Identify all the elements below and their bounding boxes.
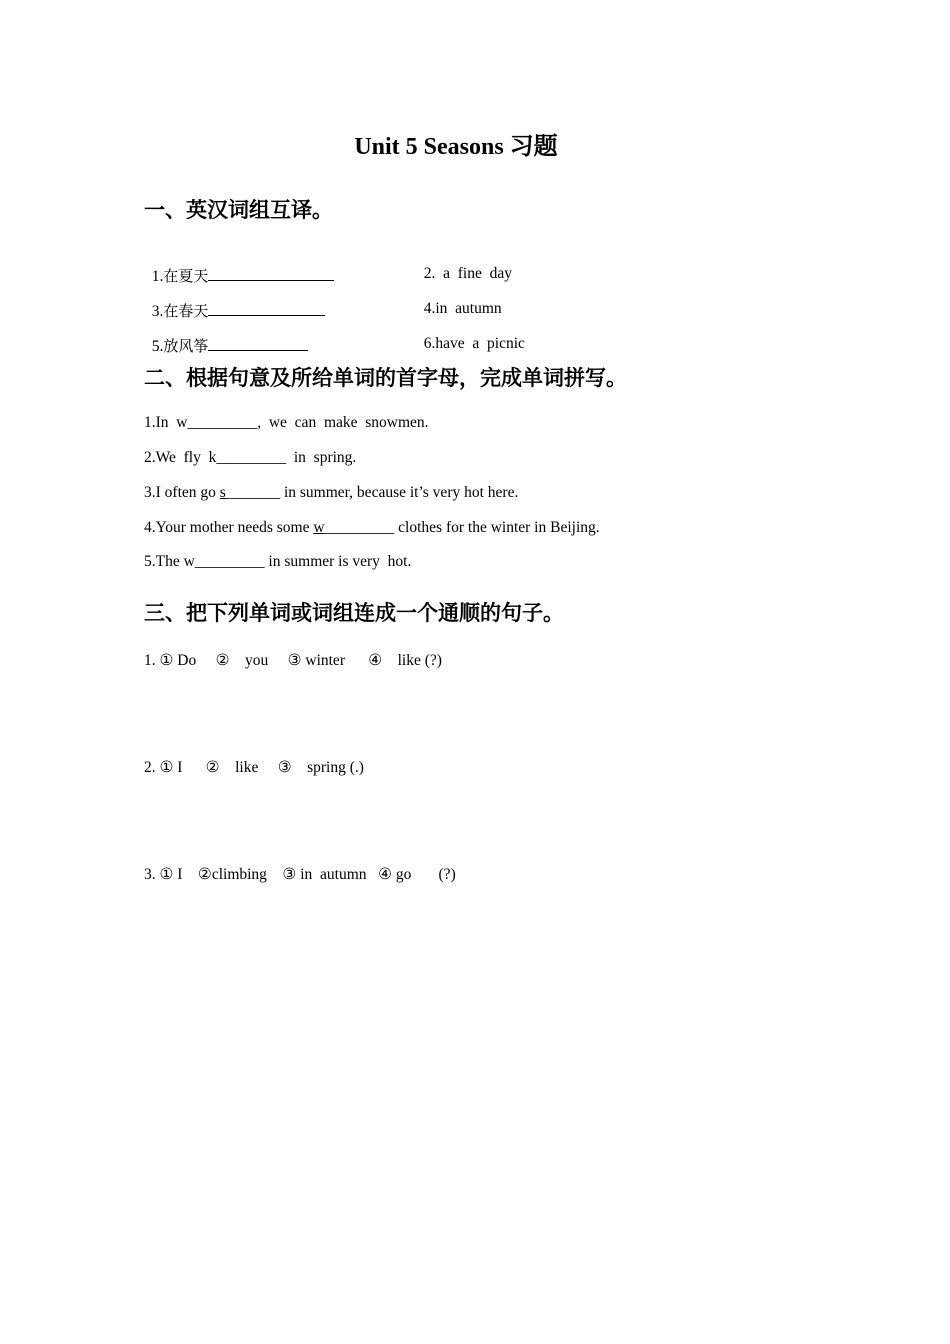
answer-blank[interactable] bbox=[208, 266, 334, 281]
answer-blank[interactable]: _________ bbox=[187, 414, 258, 431]
translate-item-6: 6.have a picnic bbox=[423, 335, 525, 352]
answer-blank[interactable] bbox=[208, 301, 325, 316]
answer-blank[interactable]: _______ bbox=[225, 484, 281, 501]
sentence-item-2: 2. ① I ② like ③ spring (.) bbox=[144, 759, 364, 776]
section-2-heading: 二、根据句意及所给单词的首字母，完成单词拼写。 bbox=[144, 366, 627, 390]
translate-item-5: 5.放风筝 bbox=[144, 317, 308, 356]
translate-item-3: 3.在春天 bbox=[144, 282, 325, 321]
spelling-item-1: 1.In w_________, we can make snowmen. bbox=[144, 414, 429, 431]
section-1-heading: 一、英汉词组互译。 bbox=[144, 198, 333, 222]
translate-item-4: 4.in autumn bbox=[423, 300, 502, 317]
answer-blank[interactable]: _________ bbox=[194, 553, 265, 570]
section-3-heading: 三、把下列单词或词组连成一个通顺的句子。 bbox=[144, 601, 564, 625]
answer-blank[interactable]: _________ bbox=[216, 449, 287, 466]
translate-item-1: 1.在夏天 bbox=[144, 247, 334, 286]
answer-blank[interactable] bbox=[208, 336, 308, 351]
answer-blank[interactable]: _________ bbox=[324, 519, 395, 536]
sentence-item-1: 1. ① Do ② you ③ winter ④ like (?) bbox=[144, 652, 442, 669]
spelling-item-4: 4.Your mother needs some w_________ clothes for the winter in Beijing. bbox=[144, 519, 600, 536]
page-title: Unit 5 Seasons 习题 bbox=[354, 134, 558, 160]
sentence-item-3: 3. ① I ②climbing ③ in autumn ④ go (?) bbox=[144, 866, 456, 883]
spelling-item-5: 5.The w_________ in summer is very hot. bbox=[144, 553, 412, 570]
spelling-item-3: 3.I often go s_______ in summer, because it’s very hot here. bbox=[144, 484, 519, 501]
spelling-item-2: 2.We fly k_________ in spring. bbox=[144, 449, 357, 466]
translate-item-2: 2. a fine day bbox=[423, 265, 512, 282]
